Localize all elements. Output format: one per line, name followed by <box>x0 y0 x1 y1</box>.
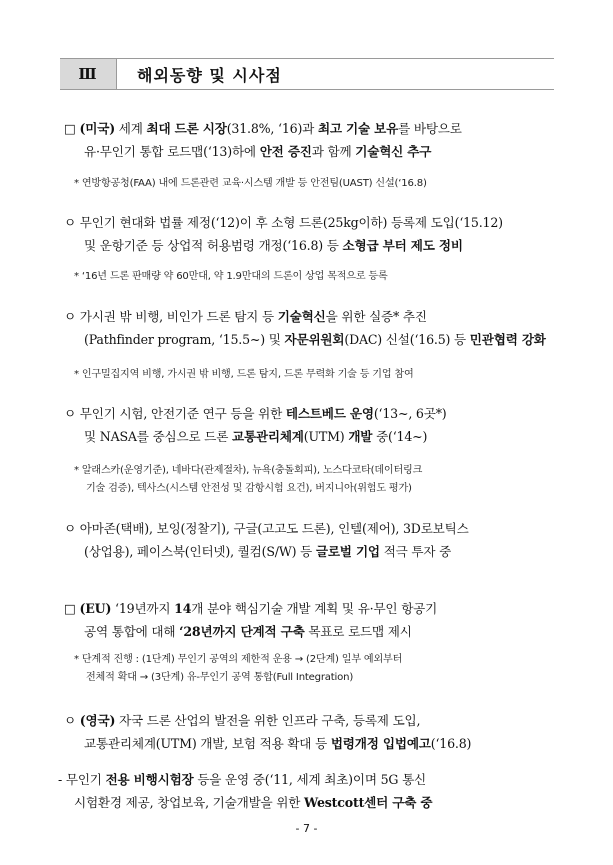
text: ㅇ 가시권 밖 비행, 비인가 드론 탐지 등 <box>64 309 278 324</box>
paragraph <box>64 211 559 257</box>
text: (DAC) 신설(‘16.5) 등 <box>344 332 470 347</box>
text: 를 바탕으로 <box>398 121 462 136</box>
text-line <box>74 175 559 193</box>
bold-text: 안전 증진 <box>259 144 312 159</box>
text-line <box>74 669 559 687</box>
text: 중(‘14~) <box>372 429 428 444</box>
text: ‘19년까지 <box>111 601 175 616</box>
bold-text: 전용 비행시험장 <box>105 772 194 787</box>
paragraph <box>64 709 559 755</box>
text: (UTM) <box>303 429 349 444</box>
bold-text: 민관협력 강화 <box>469 332 546 347</box>
bold-text: 14 <box>174 601 192 616</box>
text: 적극 투자 중 <box>379 544 452 559</box>
bold-text: (미국) <box>79 121 115 136</box>
section-header <box>60 58 554 90</box>
text-line <box>64 211 559 234</box>
text: 을 위한 실증* 추진 <box>325 309 427 324</box>
text: 기술 검증), 텍사스(시스템 안전성 및 감항시험 요건), 버지니아(위험도 평가) <box>86 483 412 494</box>
text-line <box>64 620 559 643</box>
paragraph <box>64 402 559 448</box>
text: 교통관리체계(UTM) 개발, 보험 적용 확대 등 <box>84 736 331 751</box>
bold-text: 글로벌 기업 <box>315 544 380 559</box>
text: 및 NASA를 중심으로 드론 <box>84 429 232 444</box>
bold-text: 개발 <box>348 429 373 444</box>
text: 목표로 로드맵 제시 <box>304 624 412 639</box>
paragraph <box>64 305 559 351</box>
text: ㅇ 무인기 시험, 안전기준 연구 등을 위한 <box>64 406 286 421</box>
text: ㅇ <box>64 713 80 728</box>
bold-text: 소형급 부터 제도 정비 <box>342 238 463 253</box>
text-line <box>74 268 559 286</box>
text: ㅇ 무인기 현대화 법률 제정(‘12)이 후 소형 드론(25kg이하) 등록제 도입(‘15.12) <box>64 215 503 230</box>
text: 자국 드론 산업의 발전을 위한 인프라 구축, 등록제 도입, <box>115 713 421 728</box>
bold-text: 법령개정 입법예고 <box>330 736 431 751</box>
text: □ <box>64 121 80 136</box>
text: * 알래스카(운영기준), 네바다(관제절차), 뉴욕(충돌회피), 노스다코타(데이터링크 <box>74 465 423 476</box>
footnote <box>74 366 559 384</box>
text: 전체적 확대 → (3단계) 유-무인기 공역 통합(Full Integration) <box>86 672 354 683</box>
text: (31.8%, ‘16)과 <box>226 121 318 136</box>
text: * 연방항공청(FAA) 내에 드론관련 교육·시스템 개발 등 안전팀(UAST) 신설(‘16.8) <box>74 178 427 189</box>
text-line <box>58 791 553 814</box>
text: * ‘16년 드론 판매량 약 60만대, 약 1.9만대의 드론이 상업 목적으로 등록 <box>74 271 388 282</box>
page-number: - 7 - <box>295 822 318 835</box>
text: - 무인기 <box>58 772 106 787</box>
footnote <box>74 651 559 687</box>
text: (‘13~, 6곳*) <box>373 406 447 421</box>
text: (‘16.8) <box>430 736 472 751</box>
section-title: 해외동향 및 시사점 <box>137 65 282 85</box>
text-line <box>64 140 559 163</box>
paragraph <box>64 597 559 643</box>
text: 개 분야 핵심기술 개발 계획 및 유·무인 항공기 <box>191 601 438 616</box>
text-line <box>64 597 559 620</box>
text-line <box>64 540 559 563</box>
text: * 단계적 진행 : (1단계) 무인기 공역의 제한적 운용 → (2단계) 일부 예외부터 <box>74 654 403 665</box>
bold-text: (영국) <box>79 713 116 728</box>
footnote <box>74 268 559 286</box>
paragraph <box>64 517 559 563</box>
text-line <box>58 768 553 791</box>
bold-text: ‘28년까지 단계적 구축 <box>179 624 305 639</box>
text: 과 함께 <box>311 144 356 159</box>
bold-text: 교통관리체계 <box>231 429 304 444</box>
bold-text: 기술혁신 추구 <box>355 144 432 159</box>
paragraph <box>64 117 559 163</box>
text-line <box>64 732 559 755</box>
text: 시험환경 제공, 창업보육, 기술개발을 위한 <box>74 795 305 810</box>
text: (상업용), 페이스북(인터넷), 퀄컴(S/W) 등 <box>84 544 316 559</box>
text: □ <box>64 601 80 616</box>
footnote <box>74 462 559 498</box>
text-line <box>64 305 559 328</box>
text-line <box>64 425 559 448</box>
bold-text: 최고 기술 보유 <box>317 121 399 136</box>
text-line <box>74 480 559 498</box>
text: (Pathfinder program, ‘15.5~) 및 <box>84 332 285 347</box>
text: 세계 <box>114 121 147 136</box>
text: 유·무인기 통합 로드맵(‘13)하에 <box>84 144 260 159</box>
text: 등을 운영 중(‘11, 세계 최초)이며 5G 통신 <box>193 772 427 787</box>
text-line <box>64 402 559 425</box>
bold-text: 기술혁신 <box>277 309 326 324</box>
bold-text: 최대 드론 시장 <box>146 121 227 136</box>
section-number: Ⅲ <box>60 59 117 89</box>
text-line <box>74 366 559 384</box>
text-line <box>64 117 559 140</box>
paragraph <box>58 768 553 814</box>
text-line <box>74 651 559 669</box>
bold-text: 테스트베드 운영 <box>285 406 374 421</box>
text-line <box>64 517 559 540</box>
bold-text: 자문위원회 <box>284 332 345 347</box>
text: * 인구밀집지역 비행, 가시권 밖 비행, 드론 탐지, 드론 무력화 기술 등 기업 참여 <box>74 369 414 380</box>
bold-text: Westcott센터 구축 중 <box>304 795 433 810</box>
text-line <box>64 328 559 351</box>
text-line <box>74 462 559 480</box>
text-line <box>64 709 559 732</box>
text-line <box>64 234 559 257</box>
footnote <box>74 175 559 193</box>
text: 공역 통합에 대해 <box>84 624 180 639</box>
text: ㅇ 아마존(택배), 보잉(정찰기), 구글(고고도 드론), 인텔(제어), 3D로보틱스 <box>64 521 469 536</box>
bold-text: (EU) <box>79 601 112 616</box>
text: 및 운항기준 등 상업적 허용범령 개정(‘16.8) 등 <box>84 238 343 253</box>
